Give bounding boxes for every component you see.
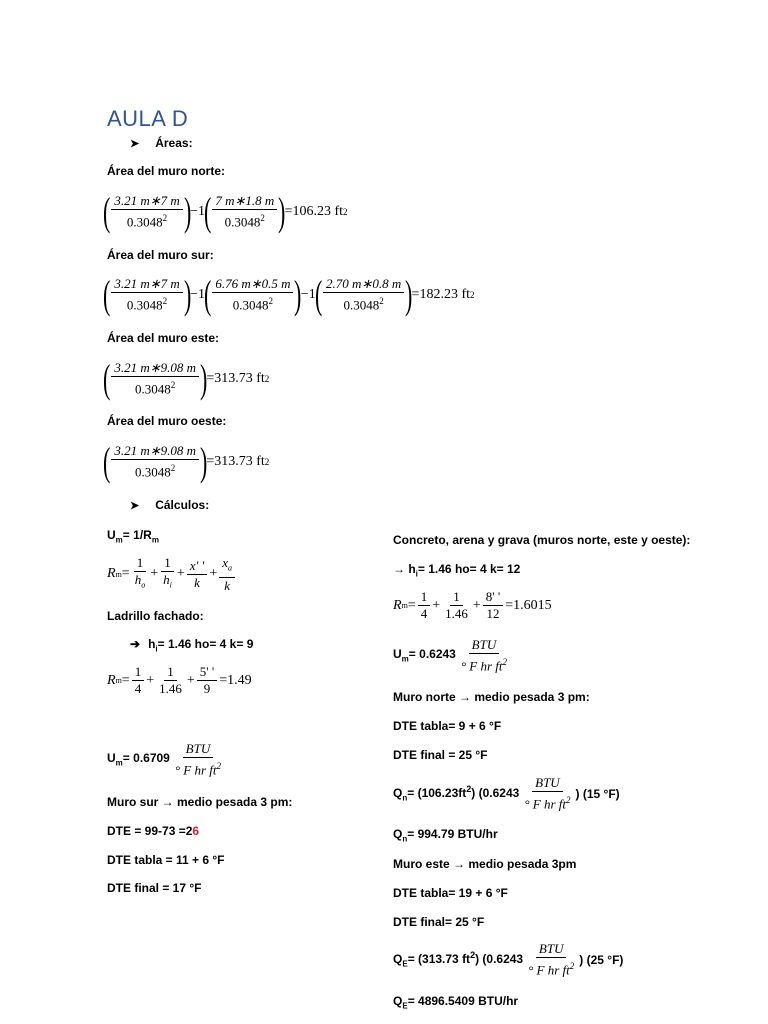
label-muro-sur: Área del muro sur: xyxy=(107,248,214,262)
section-areas: ➤ Áreas: xyxy=(130,136,193,150)
page-title: AULA D xyxy=(107,106,189,131)
section-calculos: ➤ Cálculos: xyxy=(130,498,210,512)
arrow-right-icon: ➔ xyxy=(130,637,141,651)
label-concreto: Concreto, arena y grava (muros norte, este y oeste): xyxy=(393,533,691,547)
equation-area-norte: ( $\frac{3.21 m∗7 m}{0.3048^2}$ ) −1 ( $\frac{7 m∗1.8 m}{0.3048^2}$ ) =106.23 ft 2 xyxy=(102,189,348,234)
muro-sur-note: Muro sur → medio pesada 3 pm: xyxy=(107,795,293,809)
arrow-bullet-icon: ➤ xyxy=(130,138,140,150)
concreto-coefficients: → $h_i= 1.46$ ho= 4 k= 12 xyxy=(393,562,521,579)
qe-result: $Q_E= 4896.5409$ BTU/hr xyxy=(393,994,519,1011)
um-definition: $U_m= 1/R_m$ xyxy=(107,528,159,545)
ladrillo-coefficients: ➔ $h_i= 1.46$ ho= 4 k= 9 xyxy=(130,637,254,654)
muro-este-note: Muro este → medio pesada 3pm xyxy=(393,857,577,871)
qe-equation: $Q_E= (313.73$ $ft^2$) (0.6243 $\frac{\text{BTU}}{^\circ F hr ft^2}$ ) (25 °F) xyxy=(393,941,624,978)
dte-final-este: DTE final= 25 °F xyxy=(393,915,485,929)
dte-tabla-norte: DTE tabla= 9 + 6 °F xyxy=(393,719,502,733)
qn-equation: $Q_n= (106.23ft^2)$ (0.6243 $\frac{\text{BTU}}{^\circ F hr ft^2}$ ) (15 °F) xyxy=(393,775,620,812)
equation-area-este: ( $\frac{3.21 m∗9.08 m}{0.3048^2}$ ) =313.73 ft 2 xyxy=(102,356,270,401)
arrow-bullet-icon: ➤ xyxy=(130,500,140,512)
equation-area-oeste: ( $\frac{3.21 m∗9.08 m}{0.3048^2}$ ) =313.73 ft 2 xyxy=(102,439,270,484)
dte-tabla-este: DTE tabla= 19 + 6 °F xyxy=(393,886,508,900)
qn-result: $Q_n= 994.79$ BTU/hr xyxy=(393,827,498,844)
dte-tabla-sur: DTE tabla = 11 + 6 °F xyxy=(107,853,225,867)
um-ladrillo: $U_m= 0.6709$ $\frac{\text{BTU}}{^\circ F hr ft^2}$ xyxy=(107,741,222,778)
label-muro-norte: Área del muro norte: xyxy=(107,164,226,178)
muro-norte-note: Muro norte → medio pesada 3 pm: xyxy=(393,690,590,704)
dte-sur: DTE = 99-73 =26 xyxy=(107,824,200,838)
dte-final-sur: DTE final = 17 °F xyxy=(107,881,202,895)
um-concreto: $U_m= 0.6243$ $\frac{\text{BTU}}{^\circ F hr ft^2}$ xyxy=(393,637,508,674)
label-ladrillo: Ladrillo fachado: xyxy=(107,609,204,623)
label-muro-oeste: Área del muro oeste: xyxy=(107,414,227,428)
equation-rm-concreto: R m = $\frac{1}{4}$ + $\frac{1}{1.46}$ + $\frac{8' '}{12}$ =1.6015 xyxy=(393,589,552,621)
equation-area-sur: ( $\frac{3.21 m∗7 m}{0.3048^2}$ ) −1 ( $\frac{6.76 m∗0.5 m}{0.3048^2}$ ) −1 ( $\frac{2.70 m∗0.8 m}{0.3048^2}$ ) =182.23 ft 2 xyxy=(102,272,475,317)
dte-final-norte: DTE final = 25 °F xyxy=(393,748,488,762)
equation-rm-ladrillo: R m = $\frac{1}{4}$ + $\frac{1}{1.46}$ + $\frac{5' '}{9}$ =1.49 xyxy=(107,664,252,696)
equation-rm-general: R m = $\frac{1}{h_o}$ + $\frac{1}{h_i}$ + $\frac{x' '}{k}$ + $\frac{x_a}{k}$ xyxy=(107,556,237,593)
label-muro-este: Área del muro este: xyxy=(107,331,220,345)
